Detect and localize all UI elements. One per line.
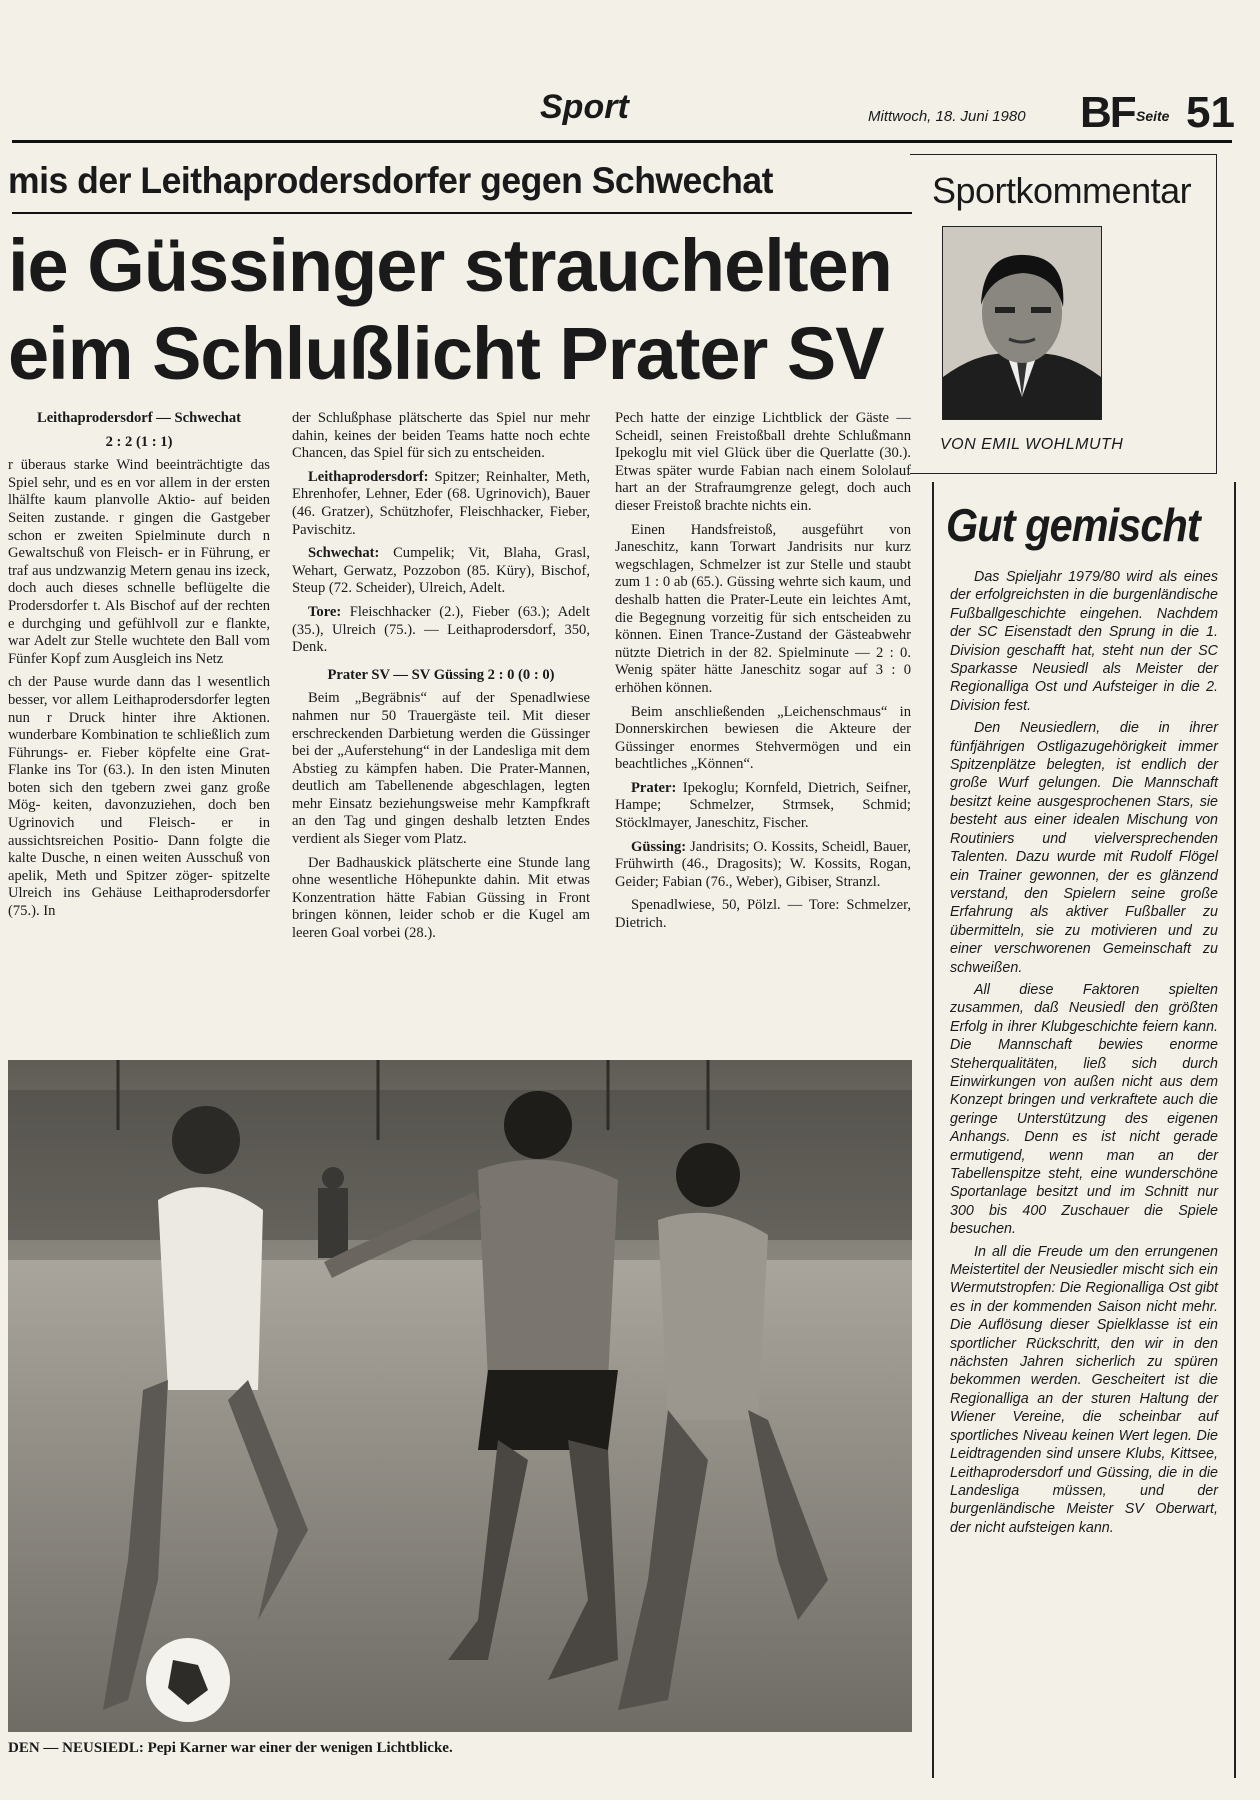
article-kicker: mis der Leithaprodersdorfer gegen Schwechat	[8, 160, 773, 201]
article-column-3	[615, 410, 911, 939]
lineup	[292, 469, 590, 539]
paragraph: ch der Pause wurde dann das l wesentlich besser, vor allem Leithaprodersdorfer legten nun r Druck hinter ihre Aktionen. wunderbare Kombination te schließlich zum Führungs- er. Fieber köpfelte eine Grat- Flanke ins Tor (63.). In den isten Minuten boten sich den tgebern zwei ganz große Mög- keiten, davonzuziehen, doch ben Ugrinovich und Fleisch- er in aussichtsreichen Positio- Dann folgte die kalte Dusche, n einen weiten Ausschuß von apelik, Meth und Spitzer zöger- spitzelte Ulreich ins Gehäuse Leithaprodersdorfer (75.). In	[8, 674, 270, 920]
commentary-paragraph: All diese Faktoren spielten zusammen, daß Neusiedl den größten Erfolg in ihrer Klubgeschichte feiern kann. Die Mannschaft bewies enorme Steherqualitäten, ließ sich durch Einwirkungen von außen nicht aus dem Konzept bringen und verkraftete auch die geringe Unterstützung des eigenen Anhangs. Denn es ist nicht gerade ermutigend, wenn man an der Tabellenspitze steht, eine wunderschöne Sportanlage besitzt und im Schnitt nur 300 bis 400 Zuschauer die Spiele besuchen.	[950, 981, 1218, 1238]
goals-text: Fleischhacker (2.), Fieber (63.); Adelt (35.), Ulreich (75.). — Leithaprodersdorf, 350, Denk.	[292, 603, 590, 656]
lineup-text: Cumpelik; Vit, Blaha, Grasl, Wehart, Gerwatz, Pozzobon (85. Küry), Bischof, Steup (72. Scheider), Ulreich, Adelt.	[292, 545, 590, 597]
portrait-image	[943, 227, 1101, 419]
goals-label: Tore:	[308, 603, 342, 620]
lineup	[615, 839, 911, 892]
match-score: 2 : 2 (1 : 1)	[105, 433, 173, 450]
commentary-paragraph: Den Neusiedlern, die in ihrer fünfjährigen Ostligazugehörigkeit immer Spitzenplätze belegten, ist endlich der große Wurf gelungen. Die Mannschaft besitzt keine ausgesprochenen Stars, sie besteht aus einer idealen Mischung von Routiniers und vielversprechenden Talenten. Dazu wurde mit Rudolf Flögel ein Trainer gewonnen, der es glänzend verstand, den Spielern seine große Erfahrung als aktiver Fußballer zu übermitteln, sie zu motivieren und zu einer verschworenen Gemeinschaft zu schweißen.	[950, 720, 1218, 976]
goals-text: Spenadlwiese, 50, Pölzl. — Tore: Schmelzer, Dietrich.	[615, 897, 911, 932]
paragraph: Pech hatte der einzige Lichtblick der Gäste — Scheidl, seinen Freistoßball drehte Schlußmann Ipekoglu mit viel Glück über die Querlatte (30.). Etwas später wurde Fabian nach einem Sololauf hart an der Strafraumgrenze gelegt, doch auch dieser Freistoß brachte nichts ein.	[615, 410, 911, 514]
paragraph: der Schlußphase plätscherte das Spiel nur mehr dahin, keines der beiden Teams hatte noch echte Chancen, das Spiel für sich zu entscheiden.	[292, 410, 590, 462]
match-photo	[8, 1060, 912, 1732]
commentary-title: Sportkommentar	[932, 170, 1192, 211]
commentary-paragraph: In all die Freude um den errungenen Meistertitel der Neusiedler mischt sich ein Wermutstropfen: Die Regionalliga Ost gibt es in der kommenden Saison nicht mehr. Die Auflösung dieser Spielklasse ist ein sportlicher Rückschritt, den wir in den nächsten Jahren sicherlich zu spüren bekommen werden. Gescheitert ist die Regionalliga an der sturen Haltung der Wiener Vereine, die scheinbar auf sportliches Niveau keinen Wert legen. Die Leidtragenden sind unsere Klubs, Kittsee, Leithaprodersdorf und Güssing, die in die Landesliga müssen, und der burgenländische Meister SV Oberwart, der nicht aufsteigen kann.	[950, 1243, 1218, 1536]
brand-logo: BF	[1080, 88, 1135, 137]
commentary-headline: Gut gemischt	[946, 499, 1200, 551]
lineup-text: Jandrisits; O. Kossits, Scheidl, Bauer, Frühwirth (46., Dragosits); W. Kossits, Rogan, Geider; Fabian (76., Weber), Gibiser, Stranzl.	[615, 838, 911, 890]
lineup-text: Ipekoglu; Kornfeld, Dietrich, Seifner, Hampe; Schmelzer, Strmsek, Schmid; Stöcklmayer, Janeschitz, Fischer.	[615, 779, 911, 832]
headline-line-1: ie Güssinger strauchelten	[8, 224, 892, 307]
lineup-label: Prater:	[631, 779, 677, 796]
commentary-body	[950, 568, 1218, 1541]
paragraph: Einen Handsfreistoß, ausgeführt von Janeschitz, kann Torwart Jandrisits nur kurz wegschlagen, Schmelzer ist zur Stelle und staubt zum 1 : 0 ab (65.). Güssing wehrte sich kaum, und deshalb hatten die Prater-Leute ein leichtes Amt, die Begegnung vorzeitig für sich entscheiden zu können. Einen Trance-Zustand der Gästeabwehr nützte Dietrich in der 82. Spielminute — 2 : 0. Wenig später hätte Janeschitz sogar auf 3 : 0 erhöhen können.	[615, 521, 911, 696]
paragraph: Der Badhauskick plätscherte eine Stunde lang ohne wesentliche Höhepunkte dahin. Mit etwas Konzentration hätte Fabian Güssing in Front bringen können, leider schob er die Kugel am leeren Goal vorbei (28.).	[292, 854, 590, 942]
commentary-byline: VON EMIL WOHLMUTH	[940, 436, 1124, 453]
match-title: Prater SV — SV Güssing 2 : 0 (0 : 0)	[327, 666, 555, 683]
lineup-label: Schwechat:	[308, 545, 380, 562]
paragraph: r überaus starke Wind beeinträchtigte das Spiel sehr, und es en vor allem in der ersten lhälfte kaum planvolle Aktio- auf beiden Seiten zustande. r gingen die Gastgeber schon er zweiten Spielminute durch n Gewaltschuß von Fleisch- er in Führung, er traf aus undzwanzig Metern genau ins izeck, doch auch dieses schnelle beflügelte die Prodersdorfer t. Als Bischof auf der rechten e durchging und gefühlvoll zur e flankte, war Adelt zur Stelle wuchtete den Ball vom Fünfer Kopf zum Ausgleich ins Netz	[8, 457, 270, 667]
author-portrait	[942, 226, 1102, 420]
lineup	[292, 545, 590, 598]
article-column-1	[8, 410, 270, 927]
article-column-2	[292, 410, 590, 949]
lineup	[615, 780, 911, 833]
lineup-label: Leithaprodersdorf:	[308, 468, 429, 485]
page-number: 51	[1186, 88, 1235, 137]
commentary-paragraph: Das Spieljahr 1979/80 wird als eines der erfolgreichsten in die burgenländische Fußballgeschichte eingehen. Nachdem der SC Eisenstadt den Sprung in die 1. Division geschafft hat, steht nun der SC Sparkasse Neusiedl als Meister der Regionalliga Ost und Aufsteiger in die 2. Division fest.	[950, 569, 1218, 714]
lineup-label: Güssing:	[631, 838, 687, 855]
paragraph: Beim „Begräbnis“ auf der Spenadlwiese nahmen nur 50 Trauergäste teil. Mit dieser erschreckenden Darbietung werden die Güssinger bei der „Auferstehung“ in der Landesliga mit dem Abstieg zu kämpfen haben. Die Prater-Mannen, deutlich am Tabellenende abgeschlagen, legten mehr Einsatz beziehungsweise mehr Kampfkraft an den Tag und gingen deshalb letzten Endes verdient als Sieger vom Platz.	[292, 690, 590, 848]
page-label: Seite	[1136, 108, 1170, 124]
photo-caption: DEN — NEUSIEDL: Pepi Karner war einer der wenigen Lichtblicke.	[8, 1740, 453, 1756]
football-scene-image	[8, 1060, 912, 1732]
headline-line-2: eim Schlußlicht Prater SV	[8, 312, 884, 395]
issue-date: Mittwoch, 18. Juni 1980	[868, 108, 1026, 125]
header-divider	[12, 140, 1232, 143]
article-headline	[8, 222, 908, 398]
goals	[292, 604, 590, 657]
lineup-text: Spitzer; Reinhalter, Meth, Ehrenhofer, Lehner, Eder (68. Ugrinovich), Bauer (46. Gratzer), Schützhofer, Fleischhacker, Fieber, Pavischitz.	[292, 468, 590, 538]
match-title: Leithaprodersdorf — Schwechat	[36, 410, 242, 426]
paragraph: Beim anschließenden „Leichenschmaus“ in Donnerskirchen bewiesen die Akteure der Güssinger enormes Stehvermögen und ein beachtliches „Können“.	[615, 703, 911, 773]
section-title: Sport	[540, 88, 629, 126]
kicker-divider	[12, 212, 912, 214]
